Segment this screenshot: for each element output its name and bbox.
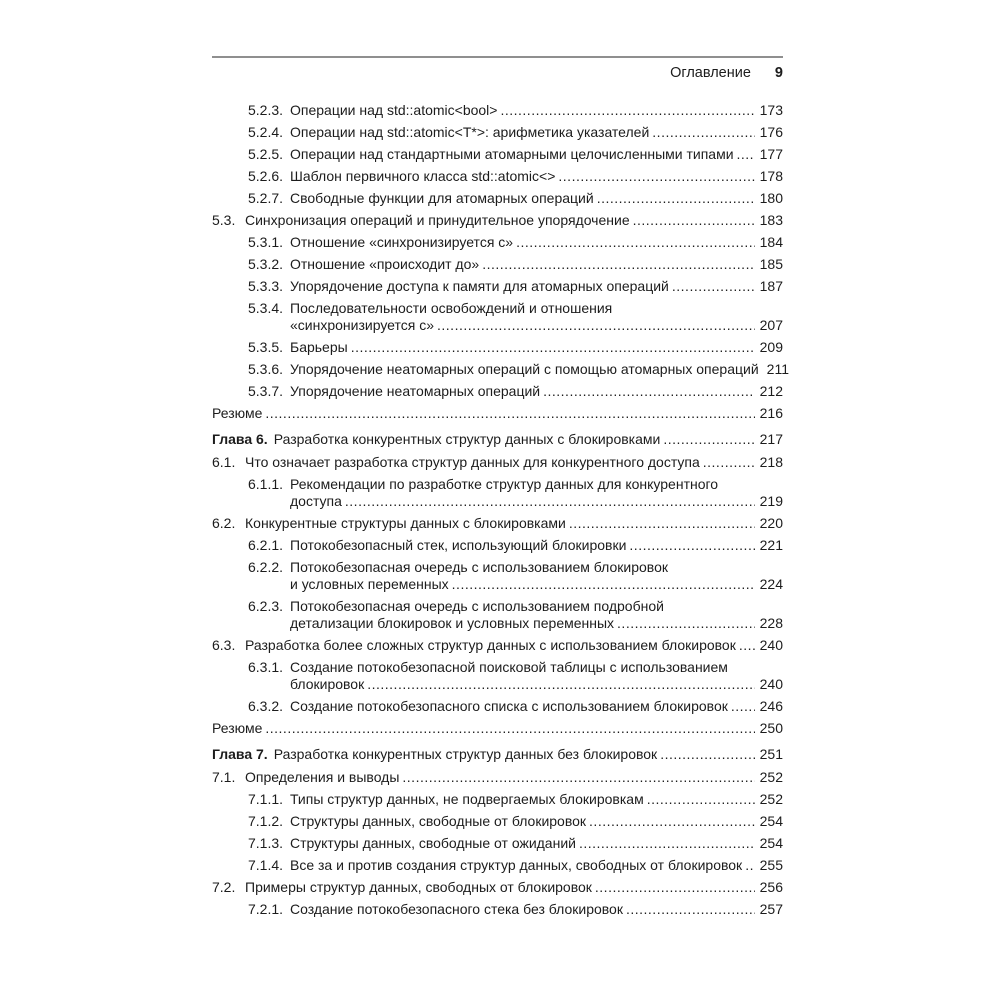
toc-dot-leader [617, 615, 755, 632]
toc-entry-title: Резюме [212, 405, 263, 421]
toc-entry-title: блокировок [290, 676, 365, 692]
toc-entry-page: 252 [759, 791, 783, 807]
toc-entry-body [290, 190, 783, 207]
toc-entry-line [290, 676, 783, 693]
toc-entry [212, 300, 783, 334]
toc-entry [212, 813, 783, 830]
toc-dot-leader [265, 405, 754, 422]
toc-dot-leader [500, 102, 754, 119]
toc-dot-leader [437, 317, 755, 334]
toc-entry-page: 256 [759, 879, 783, 895]
toc-entry-number: 7.2. [212, 879, 236, 895]
toc-entry-page: 228 [759, 615, 783, 631]
toc-entry-line [290, 124, 783, 141]
toc-entry-body [245, 879, 783, 896]
toc-entry-number: 5.3.1. [248, 234, 284, 250]
toc-entry-body [290, 234, 783, 251]
toc-entry-number: 6.2.1. [248, 537, 284, 553]
toc-entry [212, 537, 783, 554]
toc-entry-line [290, 361, 789, 378]
toc-entry-title: Резюме [212, 720, 263, 736]
toc-entry [212, 168, 783, 185]
toc-entry [212, 361, 789, 378]
toc-entry [212, 515, 783, 532]
toc-entry [212, 405, 783, 422]
toc-entry-title: Операции над std::atomic<bool> [290, 102, 498, 118]
toc-entry-body [290, 537, 783, 554]
toc-chapter-number: Глава 6. [212, 431, 268, 447]
toc-entry-body [290, 857, 783, 874]
toc-entry-line [290, 146, 783, 163]
toc-entry-page: 252 [759, 769, 783, 785]
toc-entry-title: Конкурентные структуры данных с блокировками [245, 515, 566, 531]
toc-dot-leader [672, 278, 755, 295]
page-header [212, 56, 783, 82]
toc-entry [212, 698, 783, 715]
toc-entry-number: 7.2.1. [248, 901, 284, 917]
toc-entry-number: 6.1.1. [248, 476, 284, 492]
toc-entry [212, 769, 783, 786]
toc-entry-line [290, 813, 783, 830]
toc-entry-page: 216 [759, 405, 783, 421]
toc-entry-title: Потокобезопасный стек, использующий блокировки [290, 537, 627, 553]
toc-entry-body [212, 405, 783, 422]
toc-entry-body [290, 476, 783, 510]
toc-entry-number: 5.3.7. [248, 383, 284, 399]
toc-dot-leader [660, 746, 754, 763]
toc-entry-title: Потокобезопасная очередь с использованием блокировок [290, 559, 668, 575]
toc-entry-title: Создание потокобезопасной поисковой таблицы с использованием [290, 659, 728, 675]
toc-entry [212, 879, 783, 896]
toc-entry-line [290, 659, 783, 676]
toc-dot-leader [597, 190, 755, 207]
toc-entry-title: Определения и выводы [245, 769, 400, 785]
toc-entry-page: 254 [759, 835, 783, 851]
toc-entry-body [290, 698, 783, 715]
toc-entry-number: 7.1.1. [248, 791, 284, 807]
toc-entry-page: 177 [759, 146, 783, 162]
toc-entry-number: 5.2.7. [248, 190, 284, 206]
toc-entry-page: 221 [759, 537, 783, 553]
toc-entry-title: Последовательности освобождений и отношения [290, 300, 613, 316]
book-page-content [212, 56, 789, 923]
toc-entry-title: Свободные функции для атомарных операций [290, 190, 594, 206]
toc-entry-number: 5.3.3. [248, 278, 284, 294]
toc-dot-leader [265, 720, 754, 737]
toc-entry-title: Разработка конкурентных структур данных с блокировками [273, 431, 661, 447]
toc-entry-page: 255 [759, 857, 783, 873]
toc-entry-body [290, 146, 783, 163]
toc-entry-line [290, 317, 783, 334]
toc-dot-leader [633, 212, 755, 229]
toc-entry-body [290, 383, 783, 400]
toc-entry-title: Что означает разработка структур данных для конкурентного доступа [245, 454, 700, 470]
toc-dot-leader [737, 146, 755, 163]
toc-dot-leader [703, 454, 755, 471]
toc-entry-line [290, 168, 783, 185]
toc-entry-page: 209 [759, 339, 783, 355]
toc-entry-line [290, 383, 783, 400]
toc-entry-body [290, 559, 783, 593]
toc-entry [212, 659, 783, 693]
toc-entry [212, 102, 783, 119]
toc-entry-body [290, 256, 783, 273]
toc-entry-title: Структуры данных, свободные от блокировок [290, 813, 587, 829]
toc-entry [212, 234, 783, 251]
toc-entry-body [245, 769, 783, 786]
toc-entry-title: Рекомендации по разработке структур данных для конкурентного [290, 476, 719, 492]
toc-entry-body [290, 278, 783, 295]
toc-entry-line [290, 791, 783, 808]
toc-entry-line [290, 615, 783, 632]
toc-dot-leader [589, 813, 755, 830]
toc-entry-body [290, 300, 783, 334]
toc-entry-body [290, 791, 783, 808]
toc-entry [212, 212, 783, 229]
toc-entry-number: 5.3. [212, 212, 236, 228]
toc-dot-leader [629, 537, 754, 554]
toc-entry [212, 339, 783, 356]
toc-entry-number: 5.2.4. [248, 124, 284, 140]
toc-entry-title: Упорядочение доступа к памяти для атомарных операций [290, 278, 669, 294]
header-text-row [212, 58, 783, 82]
toc-entry-line [290, 835, 783, 852]
toc-entry-number: 5.3.4. [248, 300, 284, 316]
toc-dot-leader [745, 857, 754, 874]
toc-entry-number: 6.3.1. [248, 659, 284, 675]
toc-dot-leader [595, 879, 755, 896]
toc-entry-body [245, 454, 783, 471]
toc-dot-leader [482, 256, 754, 273]
toc-entry-page: 246 [759, 698, 783, 714]
toc-dot-leader [367, 676, 754, 693]
toc-entry-page: 207 [759, 317, 783, 333]
toc-entry-title: детализации блокировок и условных переменных [290, 615, 615, 631]
toc-entry-title: Шаблон первичного класса std::atomic<> [290, 168, 556, 184]
toc-entry-page: 176 [759, 124, 783, 140]
toc-entry-number: 6.1. [212, 454, 236, 470]
toc-entry-number: 7.1. [212, 769, 236, 785]
toc-entry [212, 431, 783, 448]
toc-entry-body [290, 835, 783, 852]
toc-entry-line [290, 537, 783, 554]
toc-entry-line [245, 879, 783, 896]
header-title: Оглавление [670, 65, 751, 81]
toc-entry-number: 6.3.2. [248, 698, 284, 714]
toc-dot-leader [452, 576, 755, 593]
toc-dot-leader [731, 698, 755, 715]
toc-dot-leader [516, 234, 755, 251]
toc-entry-page: 178 [759, 168, 783, 184]
toc-entry [212, 746, 783, 763]
toc-entry [212, 559, 783, 593]
toc-entry [212, 598, 783, 632]
toc-entry-line [290, 559, 783, 576]
toc-entry-page: 257 [759, 901, 783, 917]
toc-entry-page: 180 [759, 190, 783, 206]
toc-entry-page: 212 [759, 383, 783, 399]
toc-entry-title: Структуры данных, свободные от ожиданий [290, 835, 576, 851]
toc-entry-line [274, 431, 783, 448]
toc-entry [212, 383, 783, 400]
toc-entry-body [290, 124, 783, 141]
toc-entry [212, 791, 783, 808]
toc-dot-leader [558, 168, 754, 185]
toc-entry-page: 220 [759, 515, 783, 531]
toc-entry-line [290, 493, 783, 510]
toc-entry-page: 218 [759, 454, 783, 470]
toc-entry-line [290, 576, 783, 593]
toc-entry-number: 5.3.2. [248, 256, 284, 272]
toc-entry-body [245, 515, 783, 532]
toc-entry-page: 185 [759, 256, 783, 272]
toc-entry-title: Барьеры [290, 339, 348, 355]
toc-entry-line [245, 769, 783, 786]
toc-entry-line [212, 720, 783, 737]
toc-entry-page: 219 [759, 493, 783, 509]
toc-entry [212, 190, 783, 207]
toc-entry-line [290, 102, 783, 119]
toc-entry [212, 146, 783, 163]
toc-entry-line [290, 598, 783, 615]
toc-entry [212, 901, 783, 918]
toc-entry-title: доступа [290, 493, 342, 509]
toc-entry-line [290, 901, 783, 918]
toc-entry-title: «синхронизируется с» [290, 317, 435, 333]
toc-entry-body [245, 637, 783, 654]
toc-entry-page: 224 [759, 576, 783, 592]
toc-entry [212, 454, 783, 471]
toc-entry-page: 187 [759, 278, 783, 294]
toc-dot-leader [647, 791, 755, 808]
toc-entry-line [290, 339, 783, 356]
toc-entry-line [212, 405, 783, 422]
toc-entry-title: Разработка более сложных структур данных с использованием блокировок [245, 637, 736, 653]
toc-chapter-number: Глава 7. [212, 746, 268, 762]
toc-entry-body [290, 598, 783, 632]
toc-entry-title: Создание потокобезопасного списка с использованием блокировок [290, 698, 728, 714]
toc-entry-page: 254 [759, 813, 783, 829]
toc-entry-body [212, 720, 783, 737]
toc-entry-line [290, 234, 783, 251]
toc-entry-line [274, 746, 783, 763]
toc-entry-title: Операции над std::atomic<T*>: арифметика указателей [290, 124, 650, 140]
toc-entry-line [245, 212, 783, 229]
toc-entry-line [290, 300, 783, 317]
toc-dot-leader [543, 383, 755, 400]
toc-entry-body [290, 102, 783, 119]
toc-entry-title: Разработка конкурентных структур данных без блокировок [273, 746, 658, 762]
table-of-contents [212, 102, 789, 918]
toc-entry-number: 6.3. [212, 637, 236, 653]
toc-entry-title: Все за и против создания структур данных, свободных от блокировок [290, 857, 743, 873]
toc-entry-page: 217 [759, 431, 783, 447]
toc-entry-body [290, 659, 783, 693]
header-page-number: 9 [774, 65, 783, 81]
toc-entry-title: Создание потокобезопасного стека без блокировок [290, 901, 623, 917]
toc-entry [212, 720, 783, 737]
toc-entry [212, 124, 783, 141]
toc-dot-leader [663, 431, 754, 448]
toc-dot-leader [351, 339, 755, 356]
toc-entry [212, 835, 783, 852]
toc-entry [212, 278, 783, 295]
toc-entry-number: 5.3.5. [248, 339, 284, 355]
toc-entry-body [290, 901, 783, 918]
toc-entry-number: 6.2. [212, 515, 236, 531]
toc-entry-line [290, 476, 783, 493]
toc-entry-body [290, 813, 783, 830]
toc-entry-title: Операции над стандартными атомарными целочисленными типами [290, 146, 734, 162]
toc-entry-page: 251 [759, 746, 783, 762]
toc-entry-number: 6.2.3. [248, 598, 284, 614]
toc-entry-number: 6.2.2. [248, 559, 284, 575]
toc-entry-body [290, 168, 783, 185]
toc-dot-leader [569, 515, 755, 532]
toc-entry-title: Потокобезопасная очередь с использованием подробной [290, 598, 664, 614]
toc-entry-title: Синхронизация операций и принудительное упорядочение [245, 212, 630, 228]
toc-entry-number: 5.2.3. [248, 102, 284, 118]
toc-entry-number: 7.1.3. [248, 835, 284, 851]
toc-entry-number: 7.1.2. [248, 813, 284, 829]
toc-entry-number: 5.2.5. [248, 146, 284, 162]
toc-entry-number: 5.3.6. [248, 361, 284, 377]
toc-entry-number: 5.2.6. [248, 168, 284, 184]
toc-dot-leader [579, 835, 755, 852]
toc-entry-title: Отношение «синхронизируется с» [290, 234, 514, 250]
toc-entry-body [290, 339, 783, 356]
toc-dot-leader [402, 769, 754, 786]
toc-entry-title: Примеры структур данных, свободных от блокировок [245, 879, 592, 895]
toc-entry-body [274, 746, 783, 763]
toc-entry [212, 857, 783, 874]
toc-entry-line [245, 515, 783, 532]
toc-entry [212, 637, 783, 654]
toc-entry-page: 184 [759, 234, 783, 250]
toc-entry-body [245, 212, 783, 229]
toc-entry-page: 211 [766, 361, 789, 377]
toc-dot-leader [345, 493, 755, 510]
toc-entry-title: Отношение «происходит до» [290, 256, 480, 272]
toc-entry-line [245, 637, 783, 654]
toc-entry-title: Типы структур данных, не подвергаемых блокировкам [290, 791, 644, 807]
toc-entry-line [290, 278, 783, 295]
toc-entry-line [290, 190, 783, 207]
toc-entry [212, 256, 783, 273]
toc-entry-page: 183 [759, 212, 783, 228]
toc-entry-line [290, 857, 783, 874]
toc-entry-line [290, 698, 783, 715]
toc-dot-leader [652, 124, 754, 141]
toc-entry-page: 250 [759, 720, 783, 736]
toc-entry-page: 173 [759, 102, 783, 118]
toc-entry-title: и условных переменных [290, 576, 449, 592]
toc-entry-title: Упорядочение неатомарных операций [290, 383, 541, 399]
toc-entry-page: 240 [759, 676, 783, 692]
toc-entry-title: Упорядочение неатомарных операций с помощью атомарных операций [290, 361, 759, 377]
toc-entry-body [290, 361, 789, 378]
toc-entry-page: 240 [759, 637, 783, 653]
toc-entry-line [245, 454, 783, 471]
toc-entry-body [274, 431, 783, 448]
toc-entry-number: 7.1.4. [248, 857, 284, 873]
toc-entry [212, 476, 783, 510]
toc-entry-line [290, 256, 783, 273]
toc-dot-leader [739, 637, 755, 654]
toc-dot-leader [626, 901, 755, 918]
